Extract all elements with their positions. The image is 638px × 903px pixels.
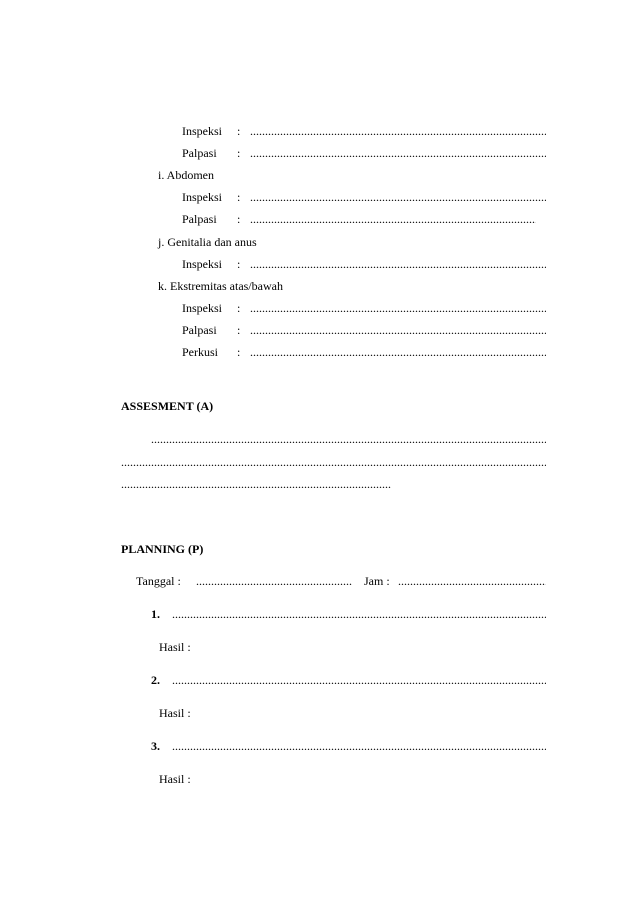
genitalia-label-inspeksi: Inspeksi	[182, 257, 222, 271]
assessment-fill-line-2[interactable]	[121, 455, 546, 469]
planning-heading: PLANNING (P)	[121, 542, 204, 556]
exam-colon: :	[237, 124, 241, 138]
exam-colon: :	[237, 345, 241, 359]
planning-item-number: 3.	[151, 739, 160, 753]
exam-fill-line[interactable]	[250, 212, 536, 226]
jam-fill-line[interactable]	[398, 574, 546, 588]
exam-fill-line[interactable]	[250, 124, 546, 138]
ekstremitas-label-inspeksi: Inspeksi	[182, 301, 222, 315]
hasil-label: Hasil :	[159, 640, 191, 654]
exam-colon: :	[237, 190, 241, 204]
assessment-heading: ASSESMENT (A)	[121, 399, 214, 413]
planning-item-number: 2.	[151, 673, 160, 687]
exam-label-inspeksi: Inspeksi	[182, 124, 222, 138]
exam-colon: :	[237, 301, 241, 315]
tanggal-label: Tanggal :	[136, 574, 181, 588]
exam-fill-line[interactable]	[250, 345, 546, 359]
exam-fill-line[interactable]	[250, 146, 546, 160]
exam-colon: :	[237, 257, 241, 271]
exam-fill-line[interactable]	[250, 323, 546, 337]
planning-item-fill-line[interactable]	[172, 607, 546, 621]
exam-colon: :	[237, 323, 241, 337]
exam-label-palpasi: Palpasi	[182, 146, 217, 160]
genitalia-title: j. Genitalia dan anus	[158, 235, 257, 249]
exam-fill-line[interactable]	[250, 301, 546, 315]
abdomen-label-palpasi: Palpasi	[182, 212, 217, 226]
jam-label: Jam :	[364, 574, 390, 588]
hasil-label: Hasil :	[159, 706, 191, 720]
ekstremitas-title: k. Ekstremitas atas/bawah	[158, 279, 283, 293]
hasil-label: Hasil :	[159, 772, 191, 786]
planning-item-fill-line[interactable]	[172, 739, 546, 753]
assessment-fill-line-1[interactable]	[151, 432, 546, 446]
abdomen-label-inspeksi: Inspeksi	[182, 190, 222, 204]
ekstremitas-label-palpasi: Palpasi	[182, 323, 217, 337]
exam-colon: :	[237, 146, 241, 160]
exam-fill-line[interactable]	[250, 257, 546, 271]
tanggal-fill-line[interactable]	[196, 574, 352, 588]
ekstremitas-label-perkusi: Perkusi	[182, 345, 218, 359]
planning-item-number: 1.	[151, 607, 160, 621]
assessment-fill-line-3[interactable]	[121, 477, 391, 491]
abdomen-title: i. Abdomen	[158, 168, 214, 182]
exam-colon: :	[237, 212, 241, 226]
planning-item-fill-line[interactable]	[172, 673, 546, 687]
exam-fill-line[interactable]	[250, 190, 546, 204]
